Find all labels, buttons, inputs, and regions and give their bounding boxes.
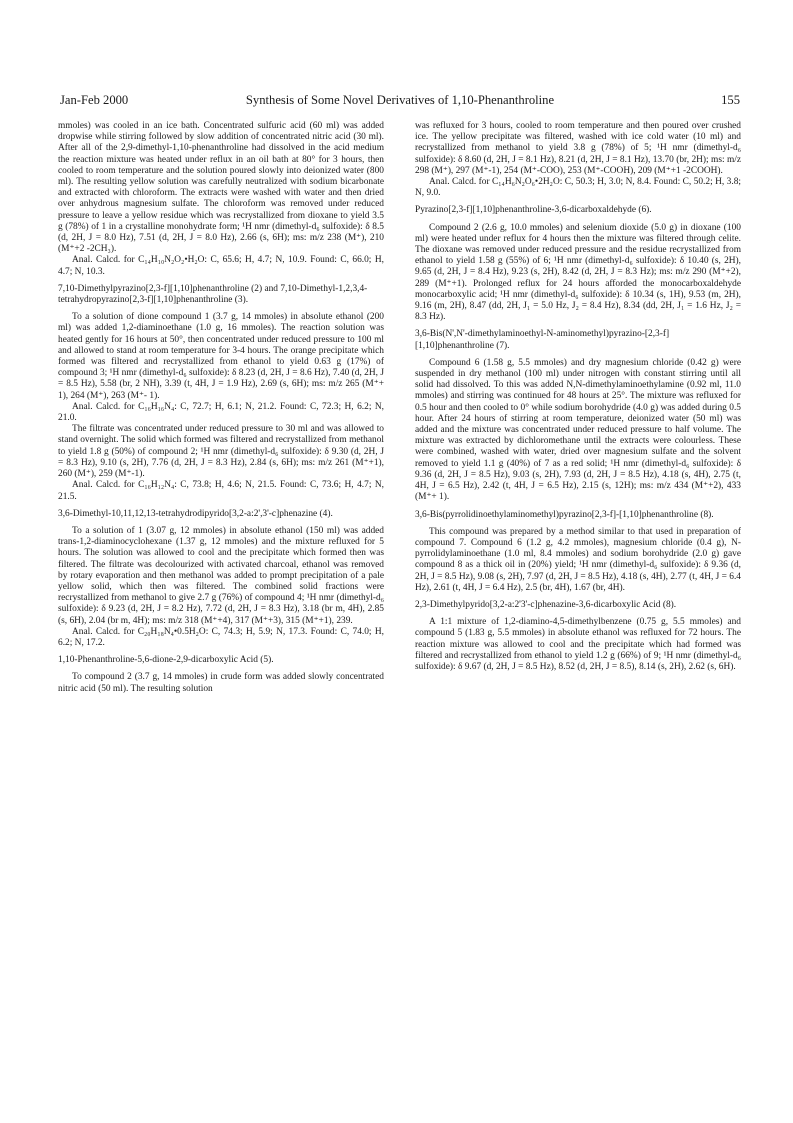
body-paragraph: This compound was prepared by a method similar to that used in preparation of compound 7. Compound 6 (1.2 g, 4.2 mmoles), magnesium chloride (0.4 g), N-pyrrolidylaminoethane (1.0 ml, 8.4 mmoles) and sodium borohydride (2.0 g) gave compound 8 as a thick oil in (20%) yield; ¹H nmr (dimethyl-d₆ sulfoxide): δ 9.36 (d, 2H, J = 8.5 Hz), 9.08 (s, 2H), 7.97 (d, 2H, J = 8.5 Hz), 4.18 (s, 4H), 2.77 (t, 4H, J = 6.4 Hz), 2.61 (t, 4H, J = 6.4 Hz), 2.5 (br, 4H), 1.67 (br, 4H).	[415, 526, 741, 593]
body-paragraph: To compound 2 (3.7 g, 14 mmoles) in crude form was added slowly concentrated nitric acid (50 ml). The resulting solution	[58, 672, 384, 694]
body-paragraph: Compound 2 (2.6 g, 10.0 mmoles) and selenium dioxide (5.0 g) in dioxane (100 ml) were heated under reflux for 4 hours then the mixture was filtered through celite. The dioxane was removed under reduced pressure and the residue recrystallized from ethanol to yield 1.58 g (55%) of 6; ¹H nmr (dimethyl-d₆ sulfoxide): δ 10.40 (s, 2H), 9.65 (d, 2H, J = 8.4 Hz), 9.23 (s, 2H), 8.42 (d, 2H, J = 8.3 Hz); ms: m/z 290 (M⁺+2), 289 (M⁺+1). Prolonged reflux for 24 hours afforded the monocarboxaldehyde monocarboxylic acid; ¹H nmr (dimethyl-d₆ sulfoxide): δ 10.34 (s, 1H), 9.53 (m, 2H), 9.16 (m, 2H), 8.47 (dd, 2H, J₁ = 5.0 Hz, J₂ = 8.4 Hz), 8.34 (dd, 2H, J₁ = 1.6 Hz, J₂ = 8.3 Hz).	[415, 222, 741, 323]
analysis-line: Anal. Calcd. for C₁₄H₆N₂O₆•2H₂O: C, 50.3; H, 3.0; N, 8.4. Found: C, 50.2; H, 3.8; N, 9.0.	[415, 177, 741, 199]
analysis-line: Anal. Calcd. for C₁₄H₁₀N₂O₂•H₂O: C, 65.6; H, 4.7; N, 10.9. Found: C, 66.0; H, 4.7; N, 10.3.	[58, 255, 384, 277]
section-heading: 7,10-Dimethylpyrazino[2,3-f][1,10]phenanthroline (2) and 7,10-Dimethyl-1,2,3,4-tetrahydropyrazino[2,3-f][1,10]phenanthroline (3).	[58, 283, 368, 306]
section-heading: 3,6-Dimethyl-10,11,12,13-tetrahydrodipyrido[3,2-a:2',3'-c]phenazine (4).	[58, 508, 333, 519]
left-column	[58, 121, 384, 695]
analysis-line: Anal. Calcd. for C₁₆H₁₂N₄: C, 73.8; H, 4.6; N, 21.5. Found: C, 73.6; H, 4.7; N, 21.5.	[58, 480, 384, 502]
body-paragraph: To a solution of dione compound 1 (3.7 g, 14 mmoles) in absolute ethanol (200 ml) was added 1,2-diaminoethane (1.0 g, 16 mmoles). The reaction solution was heated gently for 16 hours at 50°, then concentrated under reduced pressure to 100 ml and allowed to stand at room temperature for 3-4 hours. The orange precipitate which formed was filtered and recrystallized from ethanol to yield 0.63 g (17%) of compound 3; ¹H nmr (dimethyl-d₆ sulfoxide): δ 8.23 (d, 2H, J = 8.6 Hz), 7.40 (d, 2H, J = 8.5 Hz), 5.58 (br, 2 NH), 3.39 (t, 4H, J = 1.9 Hz), 2.69 (s, 6H); ms: m/z 265 (M⁺+ 1), 264 (M⁺), 263 (M⁺- 1).	[58, 312, 384, 401]
analysis-line: Anal. Calcd. for C₂₀H₁₈N₄•0.5H₂O: C, 74.3; H, 5.9; N, 17.3. Found: C, 74.0; H, 6.2; N, 17.2.	[58, 626, 384, 648]
running-title: Synthesis of Some Novel Derivatives of 1,10-Phenanthroline	[245, 93, 555, 107]
body-paragraph: To a solution of 1 (3.07 g, 12 mmoles) in absolute ethanol (150 ml) was added trans-1,2-diaminocyclohexane (1.37 g, 12 mmoles) and the mixture refluxed for 5 hours. The solution was allowed to cool and the precipitate which formed then was filtered. The filtrate was decolourized with activated charcoal, ethanol was removed by rotary evaporation and then methanol was added to prompt precipitation of a pale yellow solid, which then was filtered. The combined solid fractions were recrystallized from methanol to give 2.7 g (76%) of compound 4; ¹H nmr (dimethyl-d₆ sulfoxide): δ 9.23 (d, 2H, J = 8.2 Hz), 7.72 (d, 2H, J = 8.3 Hz), 3.18 (br m, 4H), 2.85 (s, 6H), 2.04 (br m, 4H); ms: m/z 318 (M⁺+4), 317 (M⁺+3), 315 (M⁺+1), 239.	[58, 525, 384, 626]
body-paragraph: mmoles) was cooled in an ice bath. Concentrated sulfuric acid (60 ml) was added dropwise while stirring followed by slow addition of concentrated nitric acid (30 ml). After all of the 2,9-dimethyl-1,10-phenanthroline had dissolved in the acid medium the reaction mixture was heated under reflux in an oil bath at 80° for 3 hours, then cooled to room temperature and the solution poured slowly into deionized water (800 ml). The resulting yellow solution was carefully neutralized with sodium bicarbonate and extracted with chloroform. The extracts were washed with water and then dried over anhydrous magnesium sulfate. The chloroform was removed under reduced pressure to leave a yellow residue which was recrystallized from dioxane to yield 3.5 g (78%) of 1 in a crystalline monohydrate form; ¹H nmr (dimethyl-d₆ sulfoxide): δ 8.5 (d, 2H, J = 8.0 Hz), 7.51 (d, 2H, J = 8.0 Hz), 2.66 (s, 6H); ms: m/z 238 (M⁺), 210 (M⁺+2 -2CH₃).	[58, 121, 384, 255]
body-paragraph: Compound 6 (1.58 g, 5.5 mmoles) and dry magnesium chloride (0.42 g) were suspended in dry methanol (100 ml) under nitrogen with constant stirring until all solid had dissolved. To this was added N,N-dimethylaminoethylamine (0.92 ml, 11.0 mmoles) and stirring was continued for 48 hours at 25°. The mixture was refluxed for 0.5 hour and then cooled to 0° while sodium borohydride (4.0 g) was added during 0.5 hour. After 24 hours of stirring at room temperature, deionized water (50 ml) was added and the mixture was concentrated under reduced pressure to half volume. The mixture was extracted by dichloromethane until the extracts were colourless. These were combined, washed with water, dried over magnesium sulfate and the solvent removed to yield 1.1 g (40%) of 7 as a red solid; ¹H nmr (dimethyl-d₆ sulfoxide): δ 9.36 (d, 2H, J = 8.5 Hz), 9.03 (s, 2H), 7.93 (d, 2H, J = 8.5 Hz), 4.18 (s, 4H), 2.75 (t, 4H, J = 6.5 Hz), 2.42 (t, 4H, J = 6.5 Hz), 2.15 (s, 12H); ms: m/z 434 (M⁺+2), 433 (M⁺+ 1).	[415, 357, 741, 503]
analysis-line: Anal. Calcd. for C₁₆H₁₆N₄: C, 72.7; H, 6.1; N, 21.2. Found: C, 72.3; H, 6.2; N, 21.0.	[58, 401, 384, 424]
section-heading: Pyrazino[2,3-f][1,10]phenanthroline-3,6-dicarboxaldehyde (6).	[415, 205, 652, 216]
right-column	[415, 121, 741, 673]
body-paragraph: was refluxed for 3 hours, cooled to room temperature and then poured over crushed ice. The yellow precipitate was filtered, washed with ice cold water (10 ml) and recrystallized from methanol to yield 3.8 g (78%) of 5; ¹H nmr (dimethyl-d₆ sulfoxide): δ 8.60 (d, 2H, J = 8.1 Hz), 8.21 (d, 2H, J = 8.1 Hz), 13.70 (br, 2H); ms: m/z 298 (M⁺), 297 (M⁺-1), 254 (M⁺-COO), 253 (M⁺-COOH), 209 (M⁺+1 -2COOH).	[415, 121, 741, 176]
issue-date: Jan-Feb 2000	[60, 93, 129, 107]
section-heading: 3,6-Bis(pyrrolidinoethylaminomethyl)pyrazino[2,3-f]-[1,10]phenanthroline (8).	[415, 509, 714, 520]
body-paragraph: A 1:1 mixture of 1,2-diamino-4,5-dimethylbenzene (0.75 g, 5.5 mmoles) and compound 5 (1.83 g, 5.5 mmoles) in absolute ethanol was refluxed for 72 hours. The reaction mixture was allowed to cool and the precipitate which had formed was filtered and recrystallized from ethanol to yield 1.2 g (66%) of 9; ¹H nmr (dimethyl-d₆ sulfoxide): δ 9.67 (d, 2H, J = 8.5 Hz), 8.52 (d, 2H, J = 8.5), 8.14 (s, 2H), 2.62 (s, 6H).	[415, 617, 741, 672]
section-heading: 2,3-Dimethylpyrido[3,2-a:2'3'-c]phenazine-3,6-dicarboxylic Acid (8).	[415, 599, 677, 610]
section-heading: 1,10-Phenanthroline-5,6-dione-2,9-dicarboxylic Acid (5).	[58, 655, 274, 666]
body-paragraph: The filtrate was concentrated under reduced pressure to 30 ml and was allowed to stand overnight. The solid which formed was filtered and recrystallized from methanol to yield 1.8 g (50%) of compound 2; ¹H nmr (dimethyl-d₆ sulfoxide): δ 9.30 (d, 2H, J = 8.3 Hz), 9.10 (s, 2H), 7.76 (d, 2H, J = 8.3 Hz), 2.84 (s, 6H); ms: m/z 261 (M⁺+1), 260 (M⁺), 259 (M⁺-1).	[58, 424, 384, 480]
section-heading: 3,6-Bis(N',N'-dimethylaminoethyl-N-aminomethyl)pyrazino-[2,3-f][1,10]phenanthroline (7).	[415, 329, 670, 351]
page-number: 155	[721, 93, 740, 107]
